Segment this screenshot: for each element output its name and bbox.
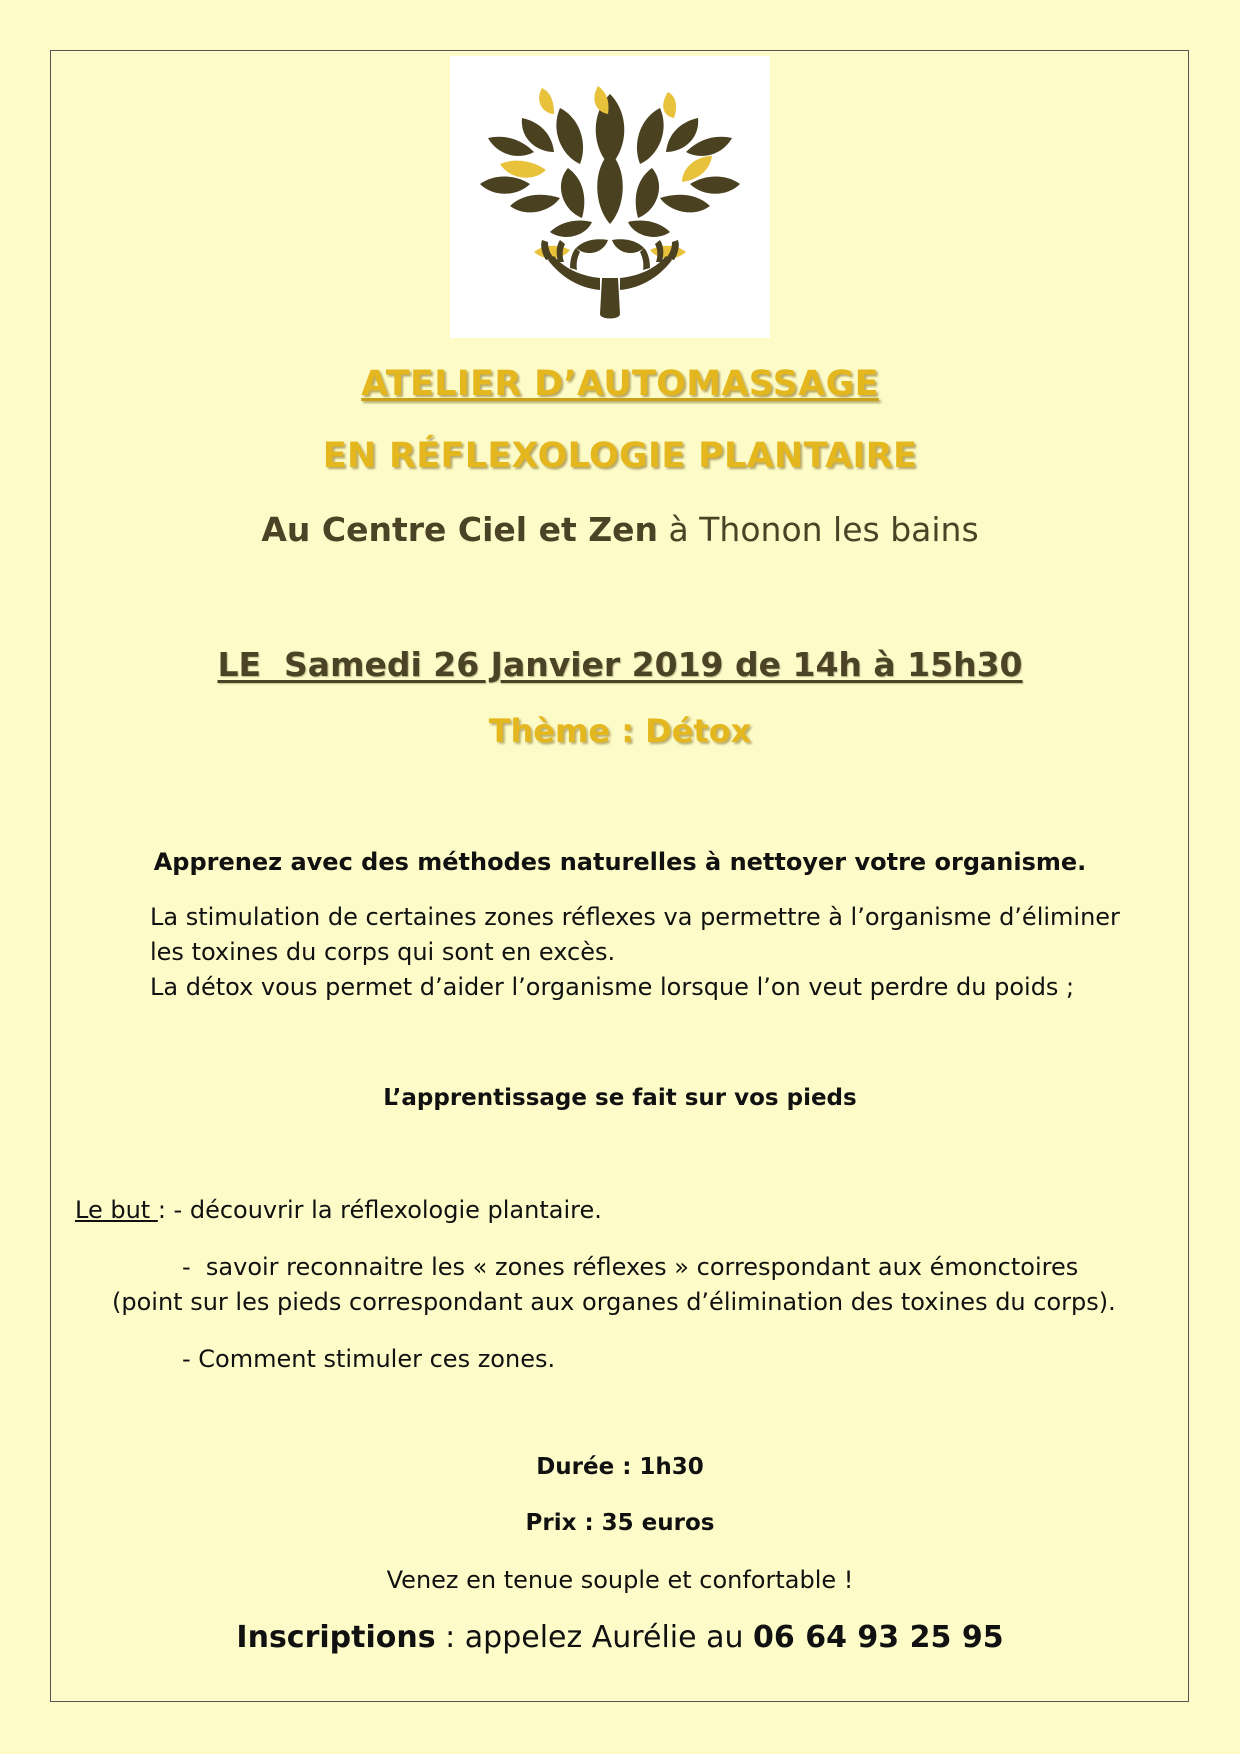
goal-item: - savoir reconnaitre les « zones réflexes » correspondant aux émonctoires xyxy=(182,1253,1079,1281)
goal-item: - découvrir la réflexologie plantaire. xyxy=(173,1196,602,1224)
intro-paragraph xyxy=(150,900,1120,1005)
intro-line: les toxines du corps qui sont en excès. xyxy=(150,938,616,966)
price: Prix : 35 euros xyxy=(525,1510,715,1536)
goal-first-line xyxy=(75,1193,602,1228)
event-date: LE Samedi 26 Janvier 2019 de 14h à 15h30 xyxy=(217,645,1023,684)
tree-hands-logo-icon xyxy=(450,56,770,338)
intro-line: La stimulation de certaines zones réflexes va permettre à l’organisme d’éliminer xyxy=(150,903,1120,931)
location-line xyxy=(0,510,1240,549)
venue-name: Au Centre Ciel et Zen xyxy=(261,510,659,549)
city-name: Thonon les bains xyxy=(699,510,979,549)
signup-line xyxy=(0,1620,1240,1655)
attire-note: Venez en tenue souple et confortable ! xyxy=(386,1566,854,1594)
logo xyxy=(450,56,770,338)
goal-item: (point sur les pieds correspondant aux organes d’élimination des toxines du corps). xyxy=(112,1288,1116,1316)
event-theme: Thème : Détox xyxy=(488,712,752,750)
learning-note: L’apprentissage se fait sur vos pieds xyxy=(383,1085,857,1111)
goal-separator: : xyxy=(157,1196,174,1224)
signup-text: : appelez Aurélie au xyxy=(435,1620,754,1655)
goal-label: Le but xyxy=(75,1196,158,1224)
intro-heading: Apprenez avec des méthodes naturelles à nettoyer votre organisme. xyxy=(153,848,1087,876)
duration: Durée : 1h30 xyxy=(536,1454,704,1480)
goal-item: - Comment stimuler ces zones. xyxy=(182,1345,556,1373)
location-connector: à xyxy=(658,510,700,549)
phone-number: 06 64 93 25 95 xyxy=(753,1620,1004,1655)
title-line-2: EN RÉFLEXOLOGIE PLANTAIRE xyxy=(322,436,918,476)
title-line-1: ATELIER D’AUTOMASSAGE xyxy=(361,364,879,404)
intro-line: La détox vous permet d’aider l’organisme lorsque l’on veut perdre du poids ; xyxy=(150,973,1075,1001)
signup-label: Inscriptions xyxy=(236,1620,436,1655)
